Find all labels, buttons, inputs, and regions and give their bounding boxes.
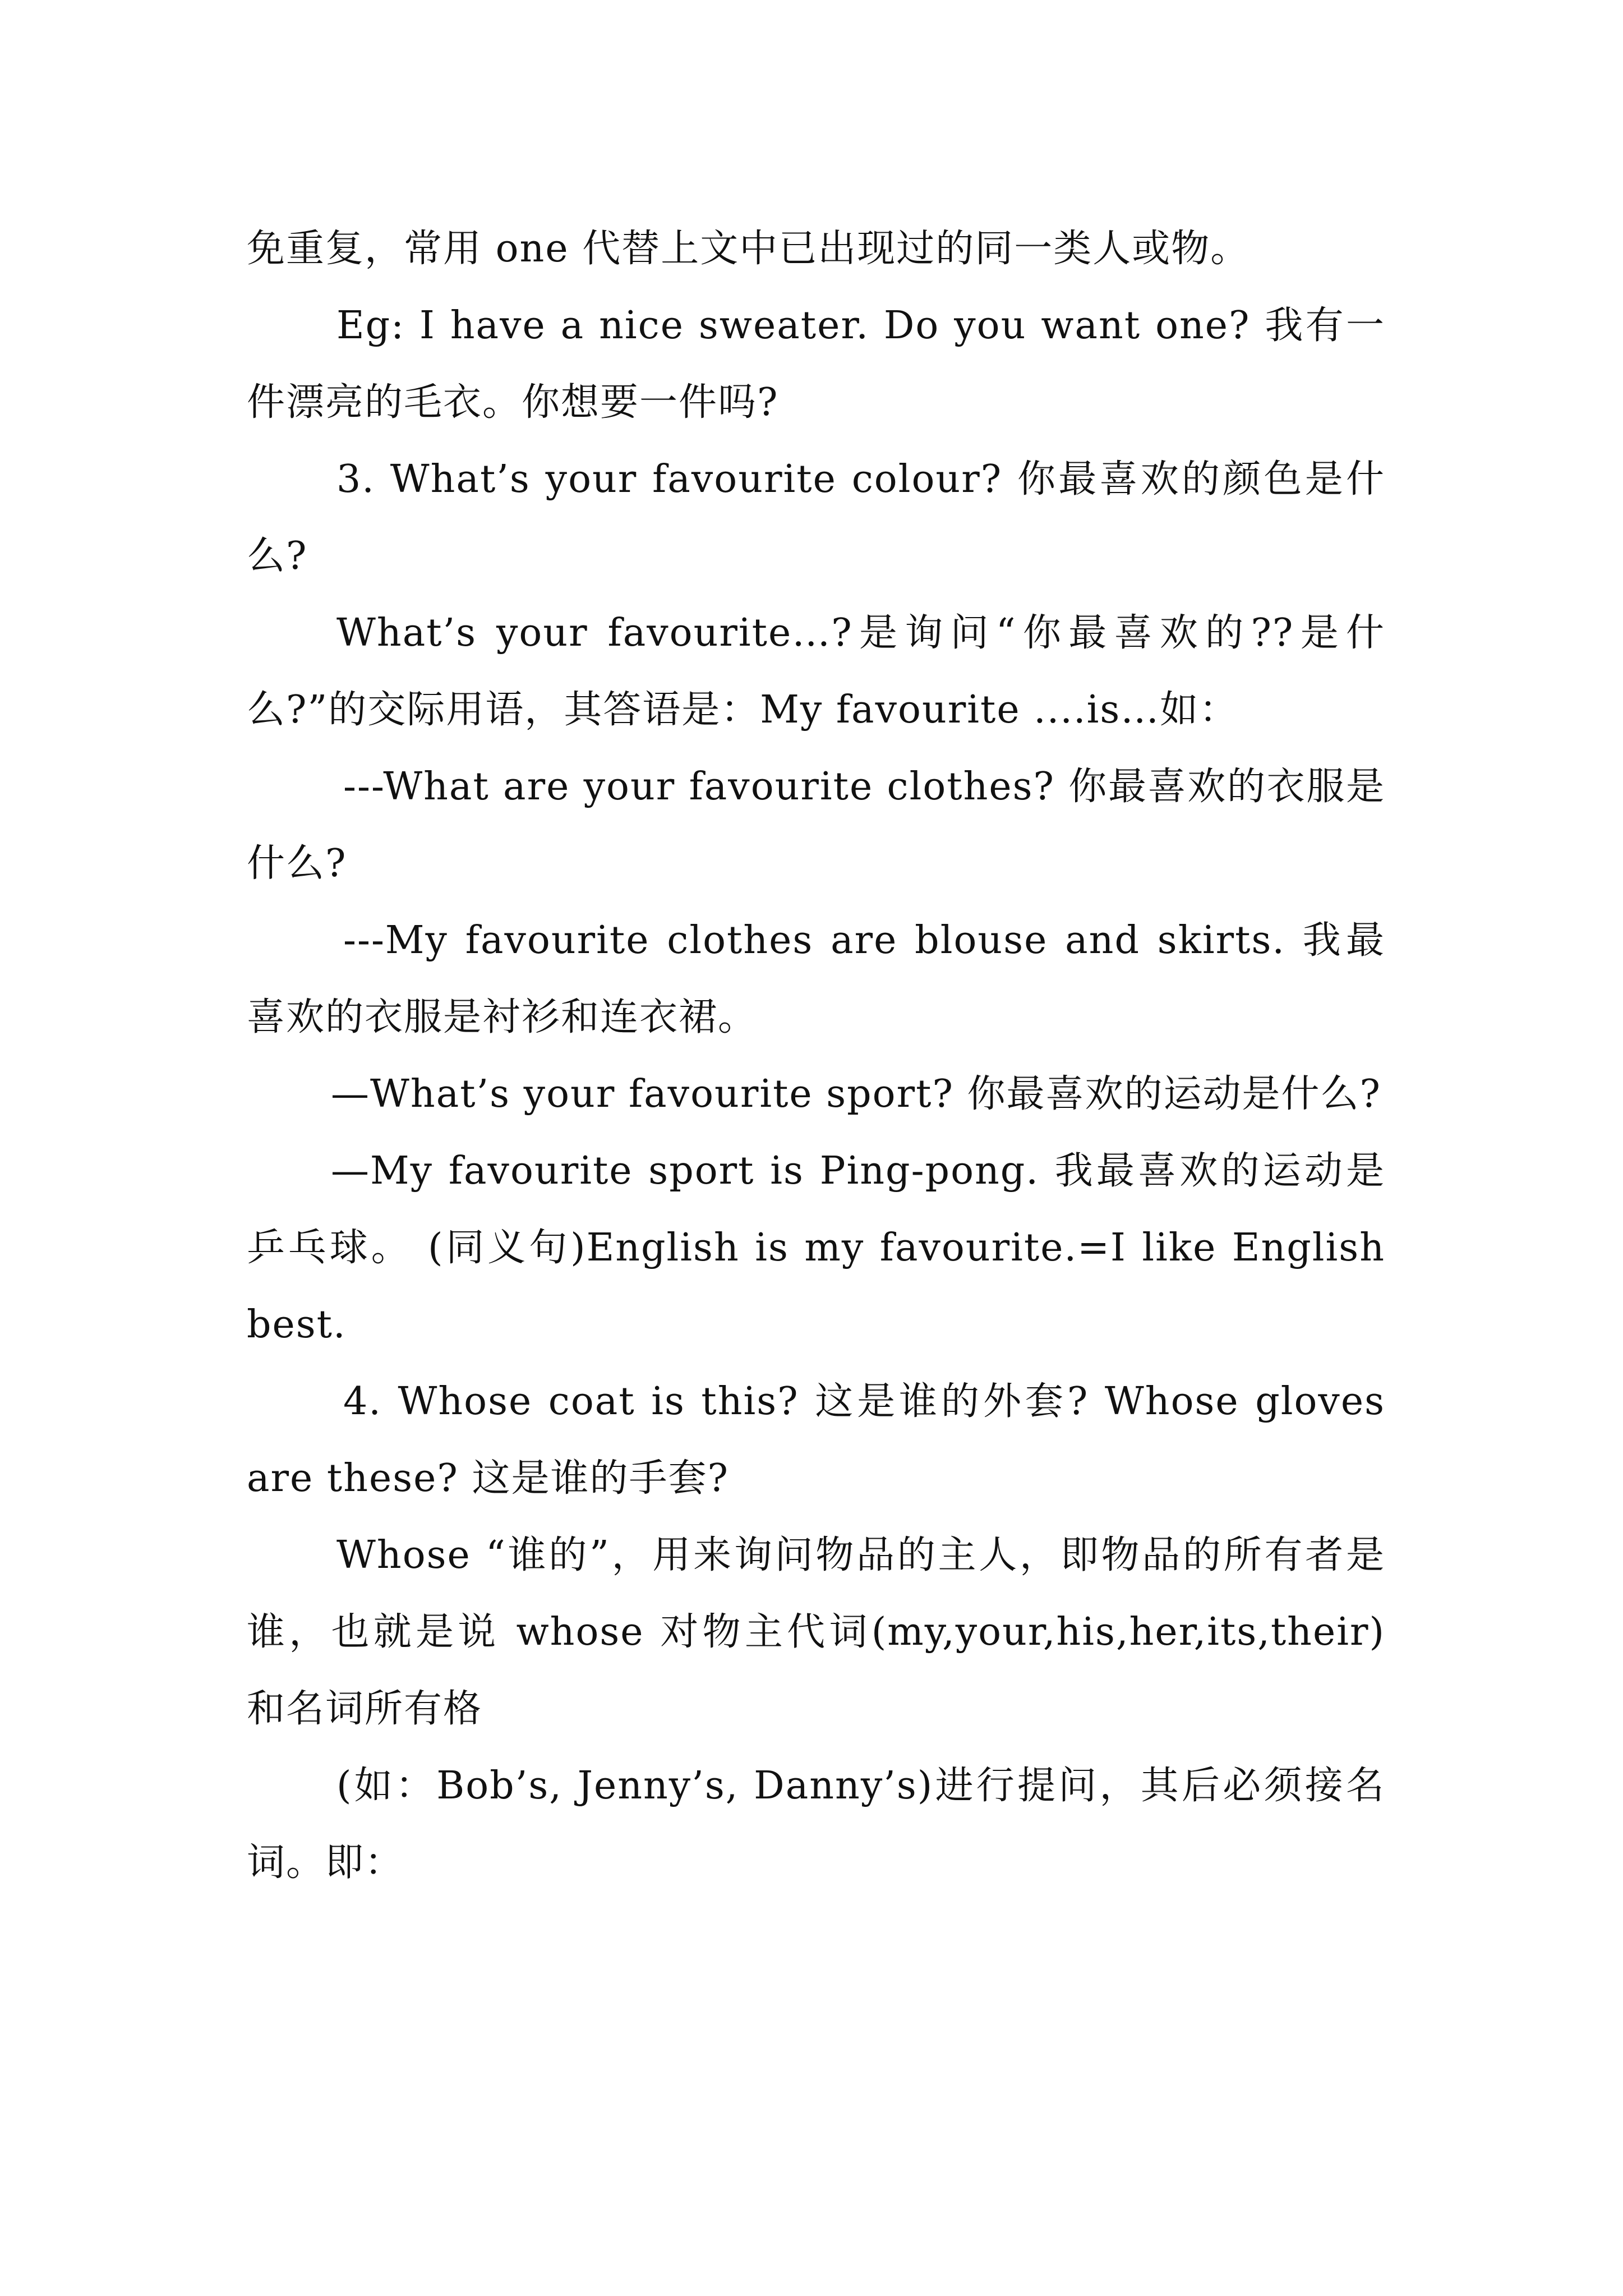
paragraph-dialog-sport-answer: —My favourite sport is Ping-pong. 我最喜欢的运动是乒乓球。 (同义句)English is my favourite.=I like English best.: [247, 1149, 1385, 1347]
paragraph-dialog-clothes-answer: ---My favourite clothes are blouse and skirts. 我最喜欢的衣服是衬衫和连衣裙。: [247, 918, 1385, 1039]
paragraph-whose-examples: (如：Bob’s, Jenny’s, Danny’s)进行提问，其后必须接名词。即：: [247, 1764, 1385, 1885]
paragraph-dialog-sport-question: —What’s your favourite sport? 你最喜欢的运动是什么?: [331, 1072, 1381, 1116]
paragraph-whose-explanation: Whose “谁的”，用来询问物品的主人，即物品的所有者是谁，也就是说 whose 对物主代词(my,your,his,her,its,their)和名词所有格: [247, 1533, 1385, 1731]
document-body: [247, 210, 1385, 1901]
paragraph-dialog-clothes-question: ---What are your favourite clothes? 你最喜欢的衣服是什么?: [247, 765, 1385, 886]
paragraph-favourite-explanation: What’s your favourite…?是询问“你最喜欢的??是什么?”的交际用语，其答语是：My favourite ....is…如：: [247, 611, 1385, 732]
paragraph-heading-favourite-colour: 3. What’s your favourite colour? 你最喜欢的颜色是什么?: [247, 457, 1385, 578]
paragraph-example-sweater: Eg: I have a nice sweater. Do you want one? 我有一件漂亮的毛衣。你想要一件吗?: [247, 303, 1385, 425]
paragraph-one-replacement: 免重复，常用 one 代替上文中已出现过的同一类人或物。: [247, 227, 1250, 271]
paragraph-heading-whose: 4. Whose coat is this? 这是谁的外套? Whose gloves are these? 这是谁的手套?: [247, 1379, 1385, 1501]
